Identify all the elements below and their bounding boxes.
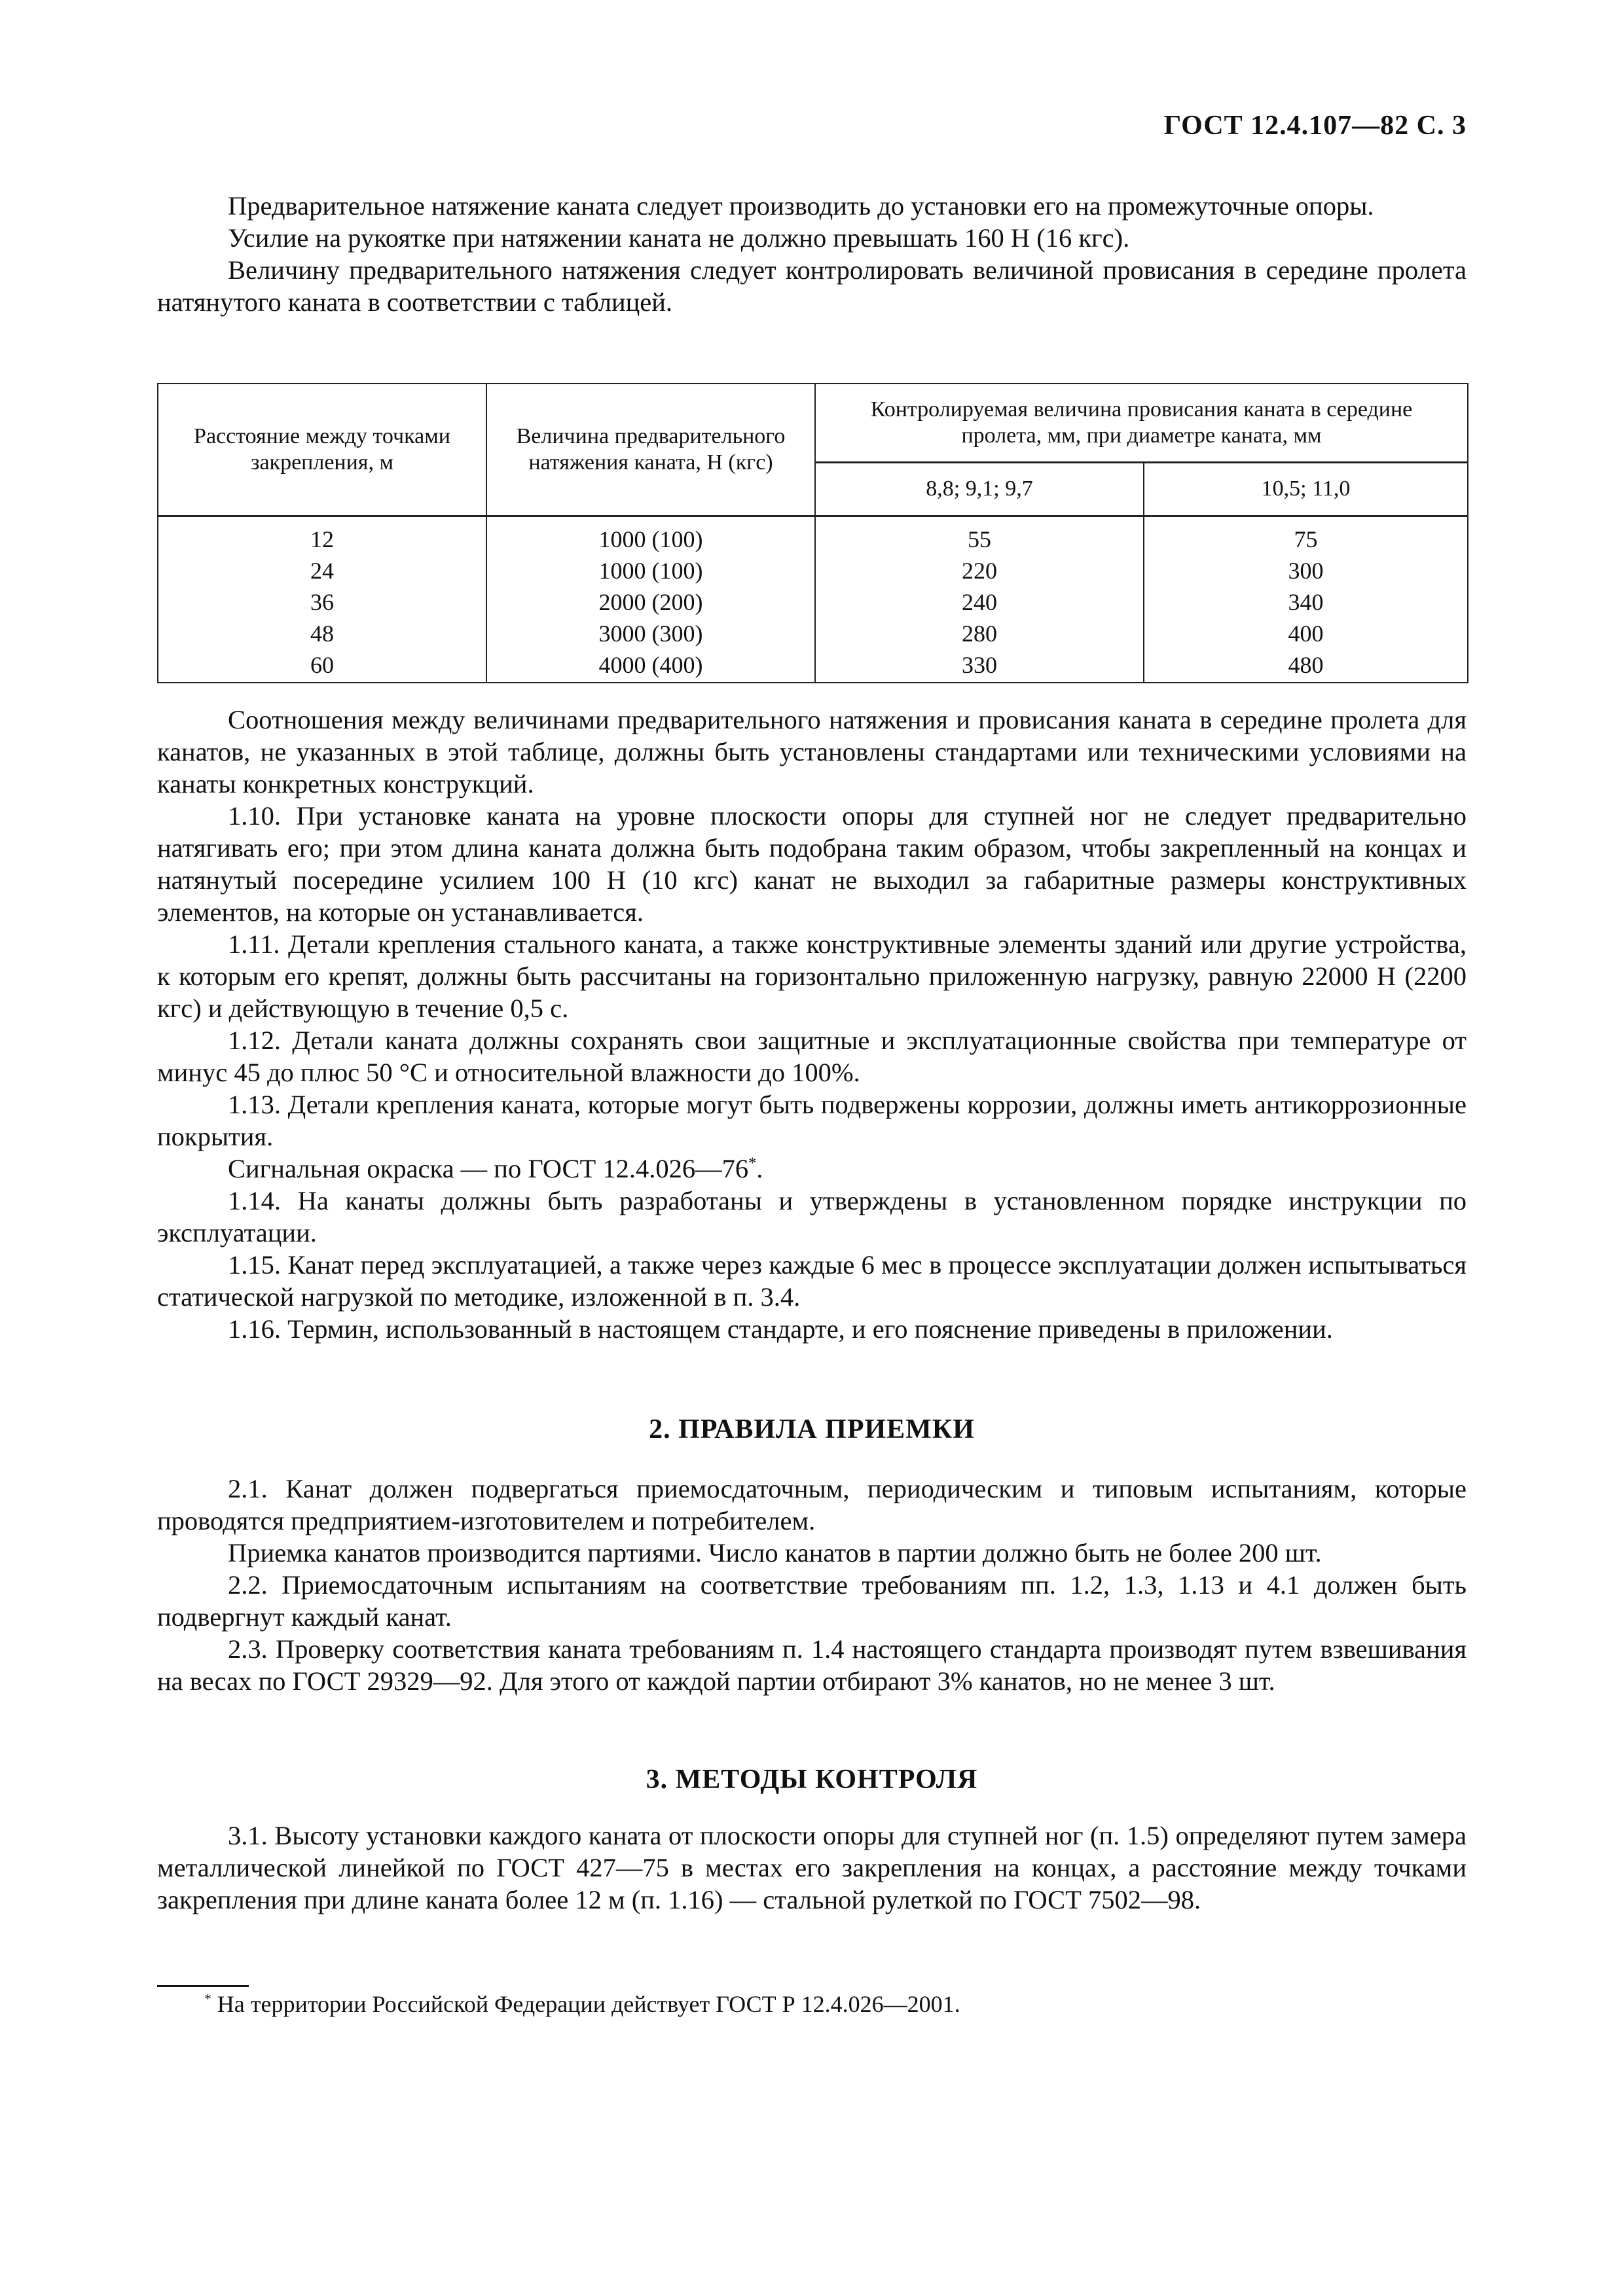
footnote-divider	[157, 1985, 249, 1987]
section-heading: 2. ПРАВИЛА ПРИЕМКИ	[649, 1414, 975, 1444]
paragraph: Предварительное натяжение каната следует производить до установки его на промежуточные опоры.	[228, 191, 1374, 221]
table-cell: 36	[158, 588, 486, 619]
paragraph: Соотношения между величинами предварительного натяжения и провисания каната в середине пролета для канатов, не указанных в этой таблице, должны быть установлены стандартами или техническими условиями на канаты конкретных конструкций.	[157, 705, 1467, 798]
table-cell: 400	[1144, 619, 1468, 651]
signal-paint-text: Сигнальная окраска — по ГОСТ 12.4.026—76	[228, 1154, 749, 1183]
paragraph: 1.13. Детали крепления каната, которые могут быть подвержены коррозии, должны иметь антикоррозионные покрытия.	[157, 1090, 1467, 1151]
paragraph: Сигнальная окраска — по ГОСТ 12.4.026—76*.	[228, 1154, 763, 1183]
table-cell: 240	[815, 588, 1144, 619]
table-subheader-diameter-1: 8,8; 9,1; 9,7	[815, 462, 1144, 516]
table-cell: 60	[158, 651, 486, 683]
paragraph: Усилие на рукоятке при натяжении каната не должно превышать 160 Н (16 кгс).	[228, 223, 1130, 253]
table-cell: 55	[815, 516, 1144, 556]
section-heading: 3. МЕТОДЫ КОНТРОЛЯ	[646, 1765, 978, 1795]
paragraph: 2.2. Приемосдаточным испытаниям на соответствие требованиям пп. 1.2, 1.3, 1.13 и 4.1 должен быть подвергнут каждый канат.	[157, 1570, 1467, 1632]
footnote-text: На территории Российской Федерации действует ГОСТ Р 12.4.026—2001.	[217, 1991, 960, 2017]
paragraph: 1.14. На канаты должны быть разработаны и утверждены в установленном порядке инструкции по эксплуатации.	[157, 1186, 1467, 1247]
table-row	[158, 588, 1468, 619]
paragraph: Приемка канатов производится партиями. Число канатов в партии должно быть не более 200 шт.	[228, 1538, 1322, 1568]
section-3-block	[157, 1820, 1467, 1916]
table-cell: 300	[1144, 556, 1468, 588]
table-cell: 340	[1144, 588, 1468, 619]
paragraph: Величину предварительного натяжения следует контролировать величиной провисания в середине пролета натянутого каната в соответствии с таблицей.	[157, 255, 1467, 317]
table-row	[158, 651, 1468, 683]
footnote-ref[interactable]: *	[748, 1154, 757, 1172]
section-2-block	[157, 1473, 1467, 1697]
table-row	[158, 516, 1468, 556]
table-row	[158, 556, 1468, 588]
paragraph: 1.16. Термин, использованный в настоящем стандарте, и его пояснение приведены в приложении.	[228, 1314, 1333, 1344]
page-header: ГОСТ 12.4.107—82 С. 3	[1163, 111, 1467, 141]
table-cell: 1000 (100)	[486, 516, 815, 556]
paragraph: 1.10. При установке каната на уровне плоскости опоры для ступней ног не следует предварительно натягивать его; при этом длина каната должна быть подобрана таким образом, чтобы закрепленный на концах и натянутый посередине усилием 100 Н (10 кгс) канат не выходил за габаритные размеры конструктивных элементов, на которые он устанавливается.	[157, 801, 1467, 927]
paragraph: 1.15. Канат перед эксплуатацией, а также через каждые 6 мес в процессе эксплуатации должен испытываться статической нагрузкой по методике, изложенной в п. 3.4.	[157, 1250, 1467, 1312]
footnote-mark: *	[204, 1991, 211, 2007]
table-cell: 48	[158, 619, 486, 651]
table-header-sag: Контролируемая величина провисания каната в середине пролета, мм, при диаметре каната, мм	[815, 384, 1468, 462]
table-cell: 3000 (300)	[486, 619, 815, 651]
paragraph: 1.11. Детали крепления стального каната, а также конструктивные элементы зданий или другие устройства, к которым его крепят, должны быть рассчитаны на горизонтально приложенную нагрузку, равную 22000 Н (2200 кгс) и действующую в течение 0,5 с.	[157, 929, 1467, 1023]
table-cell: 12	[158, 516, 486, 556]
table-cell: 1000 (100)	[486, 556, 815, 588]
section-2-heading-wrap	[157, 1414, 1467, 1445]
intro-block	[157, 190, 1467, 318]
paragraph: 3.1. Высоту установки каждого каната от плоскости опоры для ступней ног (п. 1.5) определяют путем замера металлической линейкой по ГОСТ 427—75 в местах его закрепления на концах, а расстояние между точками закрепления при длине каната более 12 м (п. 1.16) — стальной рулеткой по ГОСТ 7502—98.	[157, 1821, 1467, 1914]
sag-table	[157, 383, 1468, 683]
paragraph: 1.12. Детали каната должны сохранять свои защитные и эксплуатационные свойства при температуре от минус 45 до плюс 50 °С и относительной влажности до 100%.	[157, 1026, 1467, 1087]
table-cell: 4000 (400)	[486, 651, 815, 683]
paragraph: 2.3. Проверку соответствия каната требованиям п. 1.4 настоящего стандарта производят путем взвешивания на весах по ГОСТ 29329—92. Для этого от каждой партии отбирают 3% канатов, но не менее 3 шт.	[157, 1634, 1467, 1696]
section-3-heading-wrap	[157, 1764, 1467, 1795]
table-row	[158, 619, 1468, 651]
table-cell: 330	[815, 651, 1144, 683]
table-header-tension: Величина предварительного натяжения каната, Н (кгс)	[486, 384, 815, 516]
table-header-distance: Расстояние между точками закрепления, м	[158, 384, 486, 516]
table-cell: 220	[815, 556, 1144, 588]
table-cell: 480	[1144, 651, 1468, 683]
footnote	[204, 1990, 960, 2018]
paragraph: 2.1. Канат должен подвергаться приемосдаточным, периодическим и типовым испытаниям, которые проводятся предприятием-изготовителем и потребителем.	[157, 1474, 1467, 1535]
requirements-block	[157, 704, 1467, 1345]
table-cell: 24	[158, 556, 486, 588]
table-cell: 75	[1144, 516, 1468, 556]
table-cell: 2000 (200)	[486, 588, 815, 619]
table-cell: 280	[815, 619, 1144, 651]
table-subheader-diameter-2: 10,5; 11,0	[1144, 462, 1468, 516]
